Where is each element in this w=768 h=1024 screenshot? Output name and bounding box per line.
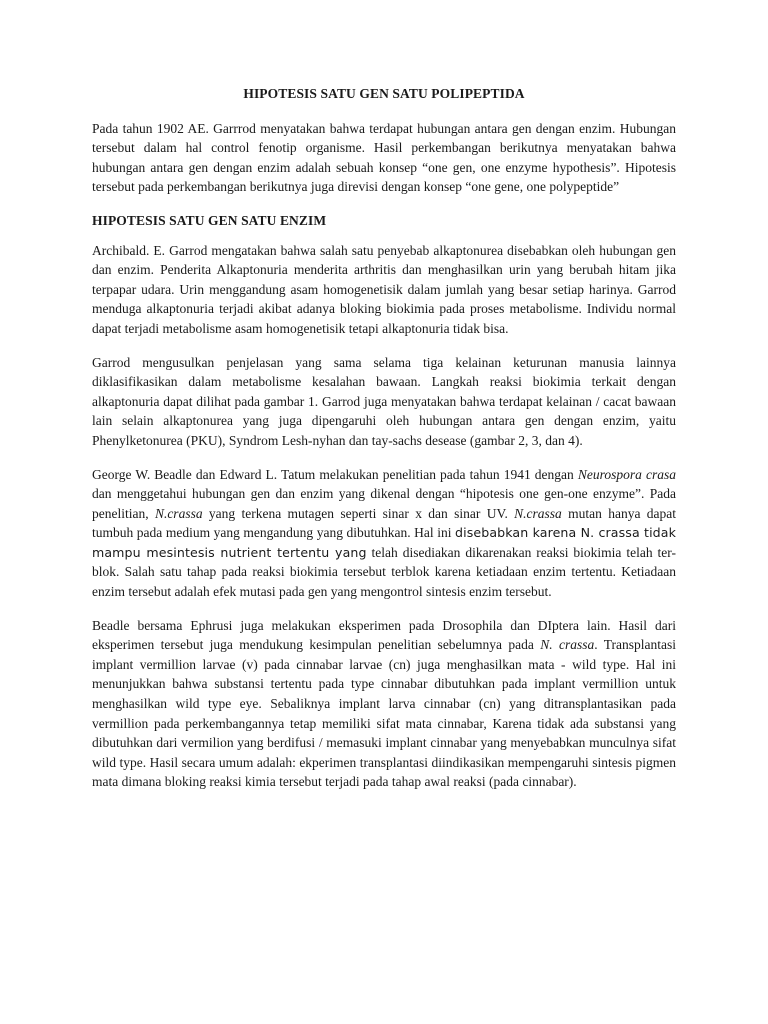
text-run: dan menggetahui hubungan gen dan enzim yang dikenal dengan “hipotesis one gen-one enzyme”. Pada penelitian, [92,486,676,521]
paragraph-beadle-tatum [92,465,676,602]
species-name-italic: N. crassa [540,637,595,653]
sans-text-run: disebabkan karena N. crassa tidak mampu mesintesis nutrient tertentu yang [92,525,676,560]
text-run: George W. Beadle dan Edward L. Tatum melakukan penelitian pada tahun 1941 dengan [92,466,578,482]
intro-paragraph: Pada tahun 1902 AE. Garrrod menyatakan bahwa terdapat hubungan antara gen dengan enzim. Hubungan tersebut dalam hal control fenotip organisme. Hasil perkembangan berikutnya menyatakan bahwa hubungan antara gen dengan enzim adalah sebuah konsep “one gen, one enzyme hypothesis”. Hipotesis tersebut pada perkembangan berikutnya juga direvisi dengan konsep “one gene, one polypeptide” [92,120,676,195]
document-title: HIPOTESIS SATU GEN SATU POLIPEPTIDA [243,86,525,101]
paragraph-alkaptonuria: Archibald. E. Garrod mengatakan bahwa salah satu penyebab alkaptonurea disebabkan oleh hubungan gen dan enzim. Penderita Alkaptonuria menderita arthritis dan menghasilkan urin yang berubah hitam jika terpapar udara. Urin menggandung asam homogenetisik dalam jumlah yang besar setiap harinya. Garrod menduga alkaptonuria terjadi akibat adanya bloking biokimia pada proses metabolisme. Individu normal dapat terjadi metabolisme asam homogenetisik tetapi alkaptonuria tidak bisa. [92,242,676,336]
species-name-italic: N.crassa [514,505,562,521]
text-run: telah disediakan dikarenakan reaksi biokimia telah ter-blok. Salah satu tahap pada reaksi biokimia tersebut terblok karena ketiadaan enzim tertentu. Ketiadaan enzim tersebut adalah efek mutasi pada gen yang mengontrol sintesis enzim tersebut. [92,544,676,600]
species-name-italic: Neurospora crasa [577,466,676,482]
document-page [92,84,676,806]
species-name-italic: N.crassa [154,505,203,521]
text-run: . Transplantasi implant vermillion larvae (v) pada cinnabar larvae (cn) juga menghasilkan mata - wild type. Hal ini menunjukkan bahwa substansi tertentu pada type cinnabar dibutuhkan pada implant vermillion untuk menghasilkan wild type eye. Sebaliknya implant larva cinnabar (cn) yang ditransplantasikan pada vermillion pada perkembangannya tetap memiliki sifat mata cinnabar, Karena tidak ada substansi yang dibutuhkan dari vermilion yang berdifusi / memasuki implant cinnabar yang menyebabkan munculnya sifat wild type. Hasil secara umum adalah: ekperimen transplantasi diindikasikan mempengaruhi sintesis pigmen mata dimana bloking reaksi kimia tersebut terjadi pada tahap awal reaksi (pada cinnabar). [92,637,676,790]
text-run: yang terkena mutagen seperti sinar x dan sinar UV. [202,505,515,521]
paragraph-inborn-errors: Garrod mengusulkan penjelasan yang sama selama tiga kelainan keturunan manusia lainnya diklasifikasikan dalam metabolisme kesalahan bawaan. Langkah reaksi biokimia terkait dengan alkaptonuria dapat dilihat pada gambar 1. Garrod juga menyatakan bahwa terdapat kelainan / cacat bawaan lain selain alkaptonurea yang juga dipengaruhi oleh hubungan antara gen dengan enzim, yaitu Phenylketonurea (PKU), Syndrom Lesh-nyhan dan tay-sachs desease (gambar 2, 3, dan 4). [92,354,676,448]
text-run: mutan hanya dapat tumbuh pada medium yang mengandung yang dibutuhkan. Hal ini [92,505,676,541]
section-heading: HIPOTESIS SATU GEN SATU ENZIM [92,212,327,228]
paragraph-beadle-ephrusi [92,616,676,792]
text-run: Beadle bersama Ephrusi juga melakukan eksperimen pada Drosophila dan DIptera lain. Hasil dari eksperimen tersebut juga mendukung kesimpulan penelitian sebelumnya pada [92,617,676,653]
